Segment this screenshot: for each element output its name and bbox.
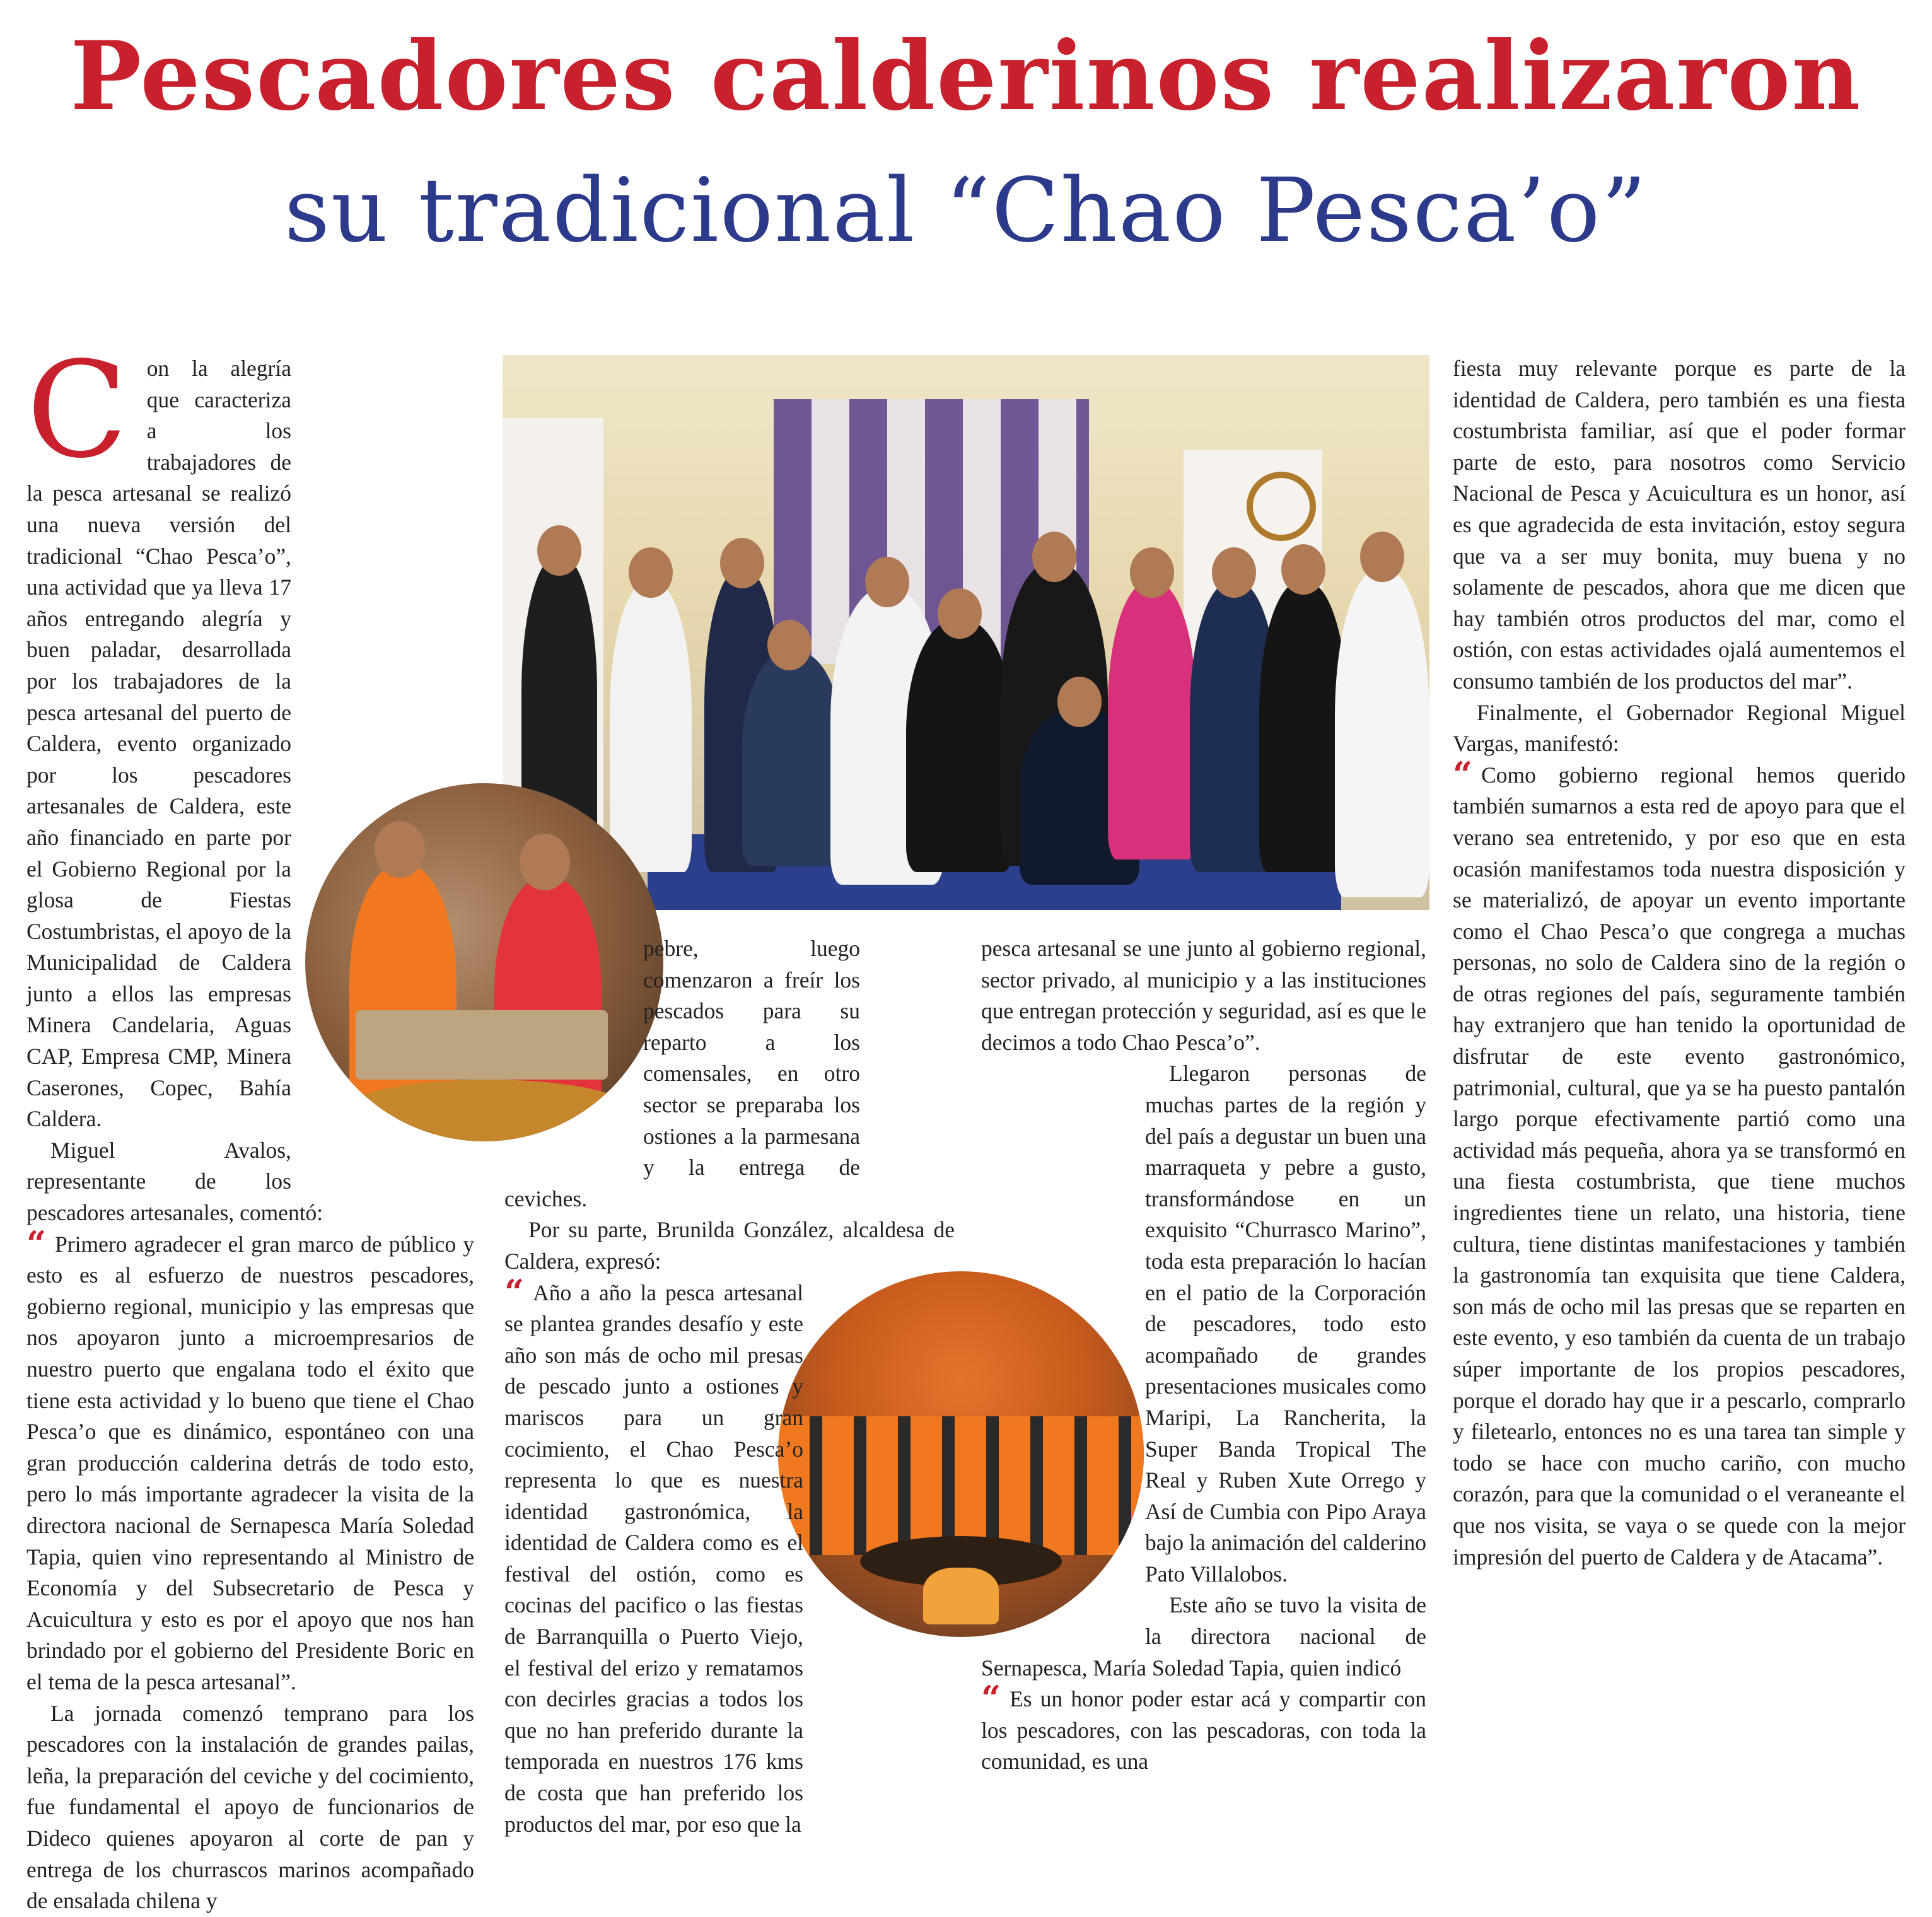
article-column-4 [1453,353,1906,1822]
body-paragraph: Llegaron personas de muchas partes de la región y del país a degustar un buen una marraqueta y pebre a gusto, transformándose en un exquisito “Churrasco Marino”, toda esta preparación lo hacían en el patio de la Corporación de pescadores, todo esto acompañado de grandes presentaciones musicales como Maripi, La Rancherita, la Super Banda Tropical The Real y Ruben Xute Orrego y Así de Cumbia con Pipo Araya bajo la animación del calderino Pato Villalobos. [1145,1061,1426,1587]
quote-icon: “ [1453,754,1473,795]
quote-continuation: fiesta muy relevante porque es parte de la identidad de Caldera, pero también es una fiesta costumbrista familiar, así que el poder formar parte de esto, para nosotros como Servicio Nacional de Pesca y Acuicultura es un honor, así es que agradecida de esta invitación, estoy segura que va a ser muy bonita, muy buena y no solamente de pescados, ahora que me dicen que hay también otros productos del mar, como el ostión, con estas actividades ojalá aumentemos el consumo también de los productos del mar”. [1453,356,1906,694]
quote-icon: “ [981,1678,1001,1719]
quote-attribution: Miguel Avalos, representante de los pescadores artesanales, comentó: [26,1137,323,1226]
quote-icon: “ [26,1223,47,1264]
article-column-1 [26,333,474,1914]
quote-continuation: pesca artesanal se une junto al gobierno regional, sector privado, al municipio y a las instituciones que entregan protección y seguridad, así es que le decimos a todo Chao Pesca’o”. [981,936,1426,1055]
body-paragraph: pebre, luego comenzaron a freír los pescados para su reparto a los comensales, en otro sector se preparaba los ostiones a la parmesana y la entrega de ceviches. [504,936,860,1211]
quote-text: Primero agradecer el gran marco de público y esto es al esfuerzo de nuestros pescadores, gobierno regional, municipio y las empresas que nos apoyaron junto a microempresarios de nuestro puerto que engalana todo el éxito que tiene esta actividad y lo bueno que tiene el Chao Pesca’o que es dinámico, espontáneo con una gran producción calderina detrás de todo esto, pero lo más importante agradecer la visita de la directora nacional de Sernapesca María Soledad Tapia, quien vino representando al Ministro de Economía y del Subsecretario de Pesca y Acuicultura y esto es por el apoyo que nos han brindado por el gobierno del Presidente Boric en el tema de la pesca artesanal”. [26,1231,474,1694]
quote-attribution: Finalmente, el Gobernador Regional Miguel Vargas, manifestó: [1453,699,1906,757]
headline-line-1: Pescadores calderinos realizaron [70,21,1862,132]
quote-block [981,1678,1426,1778]
quote-text: Año a año la pesca artesanal se plantea grandes desafío y este año son más de ocho mil presas de pescado junto a ostiones y mariscos para un gran cocimiento, el Chao Pesca’o representa lo que es nuestra identidad gastronómica, la identidad de Caldera como es el festival del ostión, como es cocinas del pacifico o las fiestas de Barranquilla o Puerto Viejo, el festival del erizo y rematamos con decirles gracias a todos los que no han preferido durante la temporada en nuestros 176 kms de costa que han preferido los productos del mar, por eso que la [504,1279,803,1837]
group-photo [503,355,1429,910]
quote-text: Es un honor poder estar acá y compartir con los pescadores, con las pescadoras, con toda la comunidad, es una [981,1686,1426,1774]
intro-paragraph: on la alegría que caracteriza a los trabajadores de la pesca artesanal se realizó una nueva versión del tradicional “Chao Pesca’o”, una actividad que ya lleva 17 años entregando alegría y buen paladar, desarrollada por los trabajadores de la pesca artesanal del puerto de Caldera, evento organizado por los pescadores artesanales de Caldera, este año financiado en parte por el Gobierno Regional por la glosa de Fiestas Costumbristas, el apoyo de la Municipalidad de Caldera junto a ellos las empresas Minera Candelaria, Aguas CAP, Empresa CMP, Minera Caserones, Copec, Bahía Caldera. [26,356,291,1132]
headline-line-2: su tradicional “Chao Pesca’o” [284,160,1648,262]
article-column-3 [981,933,1426,1822]
drop-cap: C [26,333,128,487]
quote-icon: “ [504,1271,525,1312]
quote-block [1453,754,1906,1573]
quote-block [26,1223,474,1698]
quote-attribution: Por su parte, Brunilda González, alcaldesa de Caldera, expresó: [504,1217,955,1274]
quote-attribution: Este año se tuvo la visita de la directora nacional de Sernapesca, María Soledad Tapia, quien indicó [981,1592,1426,1681]
body-paragraph: La jornada comenzó temprano para los pescadores con la instalación de grandes pailas, leña, la preparación del ceviche y del cocimiento, fue fundamental el apoyo de funcionarios de Dideco quienes apoyaron al corte de pan y entrega de los churrascos marinos acompañado de ensalada chilena y [26,1700,474,1914]
article-column-2 [504,933,955,1837]
quote-text: Como gobierno regional hemos querido también sumarnos a esta red de apoyo para que el verano sea entretenido, y por eso que en esta ocasión manifestamos toda nuestra disposición y se materializó, de apoyar un evento importante como el Chao Pesca’o que congrega a muchas personas, no solo de Caldera sino de la región o de otras regiones del país, seguramente también hay extranjero que han tenido la oportunidad de disfrutar de este evento gastronómico, patrimonial, cultural, que ya se ha puesto pantalón largo porque efectivamente partió como una actividad más pequeña, ahora ya se transformó en una fiesta costumbrista, que tiene muchos ingredientes tiene un relato, una historia, tiene cultura, tiene distintas manifestaciones y también la gastronomía tan exquisita que tiene Caldera, son más de ocho mil las presas que se reparten en este evento, y eso también da cuenta de un trabajo súper importante de los propios pescadores, porque el dorado hay que ir a pescarlo, comprarlo y filetearlo, entonces no es una tarea tan simple y todo se hace con mucho cariño, con mucho corazón, para que la comunidad o el veraneante el que nos visita, se vaya o se quede con la mejor impresión del puerto de Caldera y de Atacama”. [1453,762,1906,1570]
